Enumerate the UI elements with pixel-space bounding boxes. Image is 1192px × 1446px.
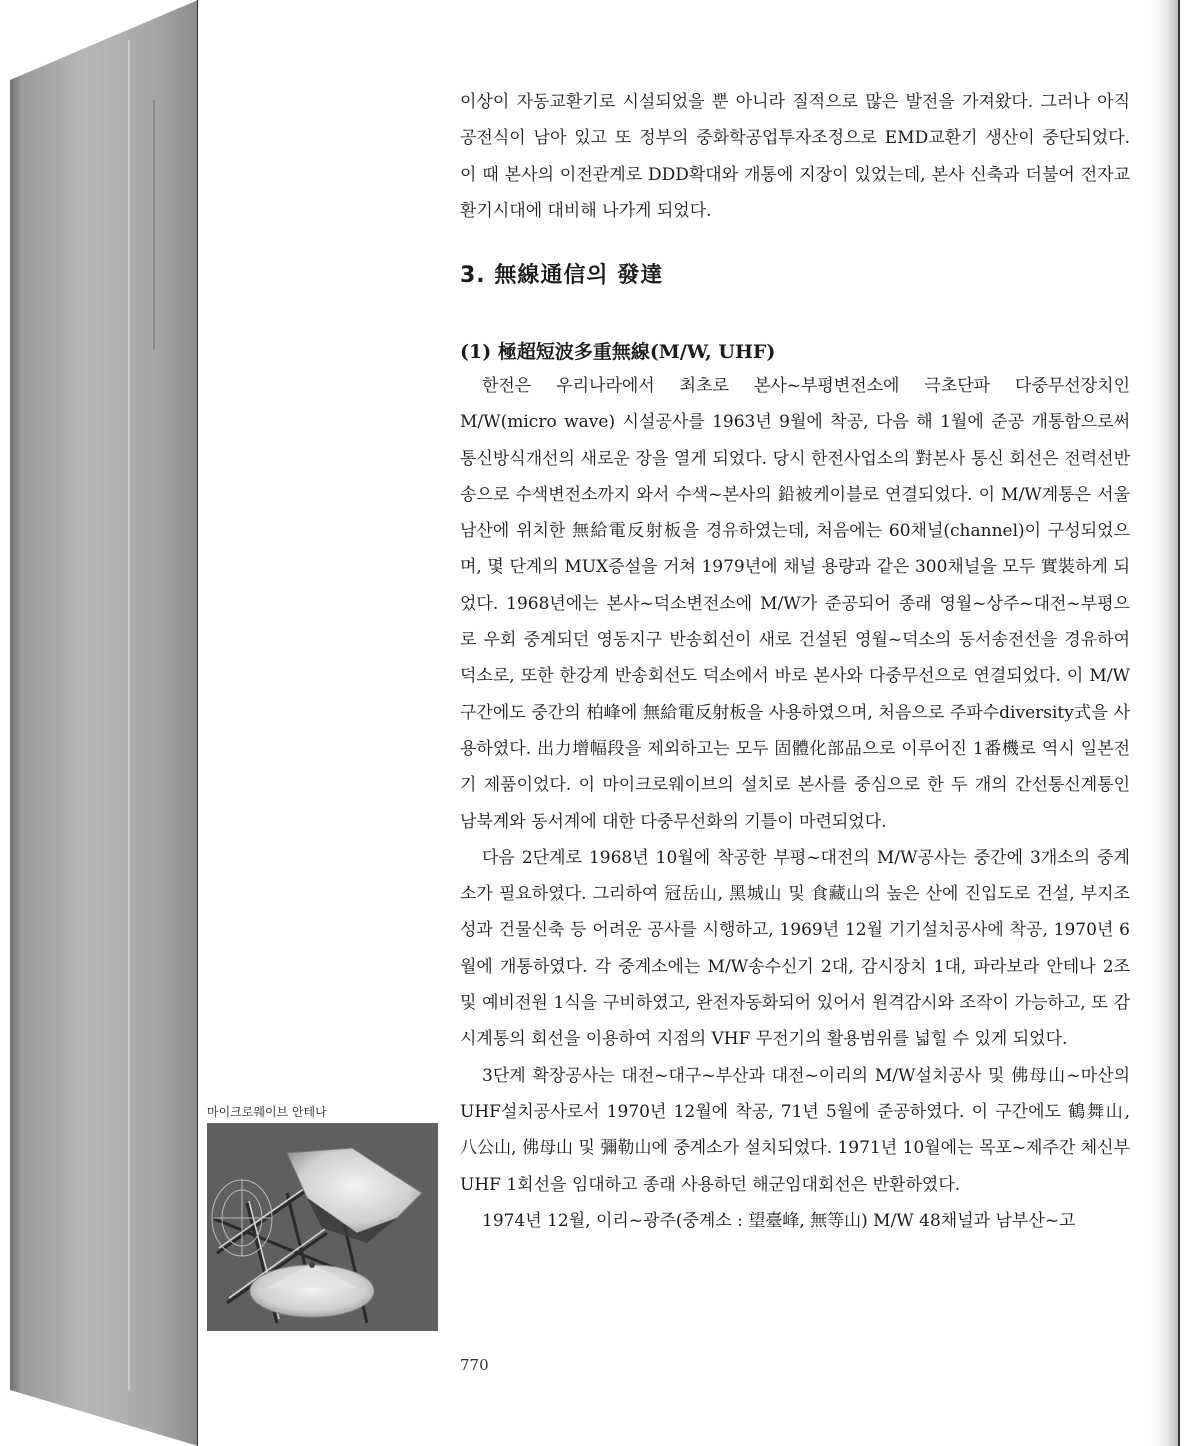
subsection-heading: (1) 極超短波多重無線(M/W, UHF) xyxy=(460,341,776,363)
paragraph-text: 이상이 자동교환기로 시설되었을 뿐 아니라 질적으로 많은 발전을 가져왔다. 그러나 아직 공전식이 남아 있고 또 정부의 중화학공업투자조정으로 EMD교환기 생산이 중단되었다. 이 때 본사의 이전관계로 DDD확대와 개통에 지장이 있었는데, 본사 신축과 더불어 전자교환기시대에 대비해 나가게 되었다. xyxy=(460,92,1130,222)
body-text xyxy=(460,368,1130,1239)
page-number: 770 xyxy=(460,1356,489,1374)
section-heading: 3. 無線通信의 發達 xyxy=(460,263,664,288)
book-spine xyxy=(10,0,198,1446)
paragraph-text: 1974년 12월, 이리~광주(중계소 : 望臺峰, 無等山) M/W 48채널과 남부산~고 xyxy=(482,1210,1076,1231)
spine-edge-line xyxy=(153,100,155,350)
antenna-illustration xyxy=(207,1123,438,1331)
page-gutter-shadow xyxy=(1150,0,1178,1446)
top-paragraph xyxy=(460,84,1130,230)
paragraph-text: 다음 2단계로 1968년 10월에 착공한 부평~대전의 M/W공사는 중간에 3개소의 중계소가 필요하였다. 그리하여 冠岳山, 黑城山 및 食藏山의 높은 산에 진입도로 건설, 부지조성과 건물신축 등 어려운 공사를 시행하고, 1969년 12월 기기설치공사에 착공, 1970년 6월에 개통하였다. 각 중계소에는 M/W송수신기 2대, 감시장치 1대, 파라보라 안테나 2조 및 예비전원 1식을 구비하였고, 완전자동화되어 있어서 원격감시와 조작이 가능하고, 또 감시계통의 회선을 이용하여 지점의 VHF 무전기의 활용범위를 넓힐 수 있게 되었다. xyxy=(460,847,1130,1050)
microwave-antenna-photo xyxy=(207,1123,438,1331)
paragraph-text: 3단계 확장공사는 대전~대구~부산과 대전~이리의 M/W설치공사 및 佛母山~마산의 UHF설치공사로서 1970년 12월에 착공, 71년 5월에 준공하였다. 이 구간에도 鶴舞山, 八公山, 佛母山 및 彌勒山에 중계소가 설치되었다. 1971년 10월에는 목포~제주간 체신부UHF 1회선을 임대하고 종래 사용하던 해군임대회선은 반환하였다. xyxy=(460,1065,1130,1195)
spine-edge-line xyxy=(128,40,130,1390)
paragraph-text: 한전은 우리나라에서 최초로 본사~부평변전소에 극초단파 다중무선장치인 M/W(micro wave) 시설공사를 1963년 9월에 착공, 다음 해 1월에 준공 개통함으로써 통신방식개선의 새로운 장을 열게 되었다. 당시 한전사업소의 對본사 통신 회선은 전력선반송으로 수색변전소까지 와서 수색~본사의 鉛被케이블로 연결되었다. 이 M/W계통은 서울 남산에 위치한 無給電反射板을 경유하였는데, 처음에는 60채널(channel)이 구성되었으며, 몇 단계의 MUX증설을 거쳐 1979년에 채널 용량과 같은 300채널을 모두 實裝하게 되었다. 1968년에는 본사~덕소변전소에 M/W가 준공되어 종래 영월~상주~대전~부평으로 우회 중계되던 영동지구 반송회선이 새로 건설된 영월~덕소의 동서송전선을 경유하여 덕소로, 또한 한강계 반송회선도 덕소에서 바로 본사와 다중무선으로 연결되었다. 이 M/W구간에도 중간의 柏峰에 無給電反射板을 사용하였으며, 처음으로 주파수diversity式을 사용하였다. 出力增幅段을 제외하고는 모두 固體化部品으로 이루어진 1番機로 역시 일본전기 제품이었다. 이 마이크로웨이브의 설치로 본사를 중심으로 한 두 개의 간선통신계통인 남북계와 동서계에 대한 다중무선화의 기틀이 마련되었다. xyxy=(460,376,1130,832)
photo-caption: 마이크로웨이브 안테나 xyxy=(207,1105,327,1119)
